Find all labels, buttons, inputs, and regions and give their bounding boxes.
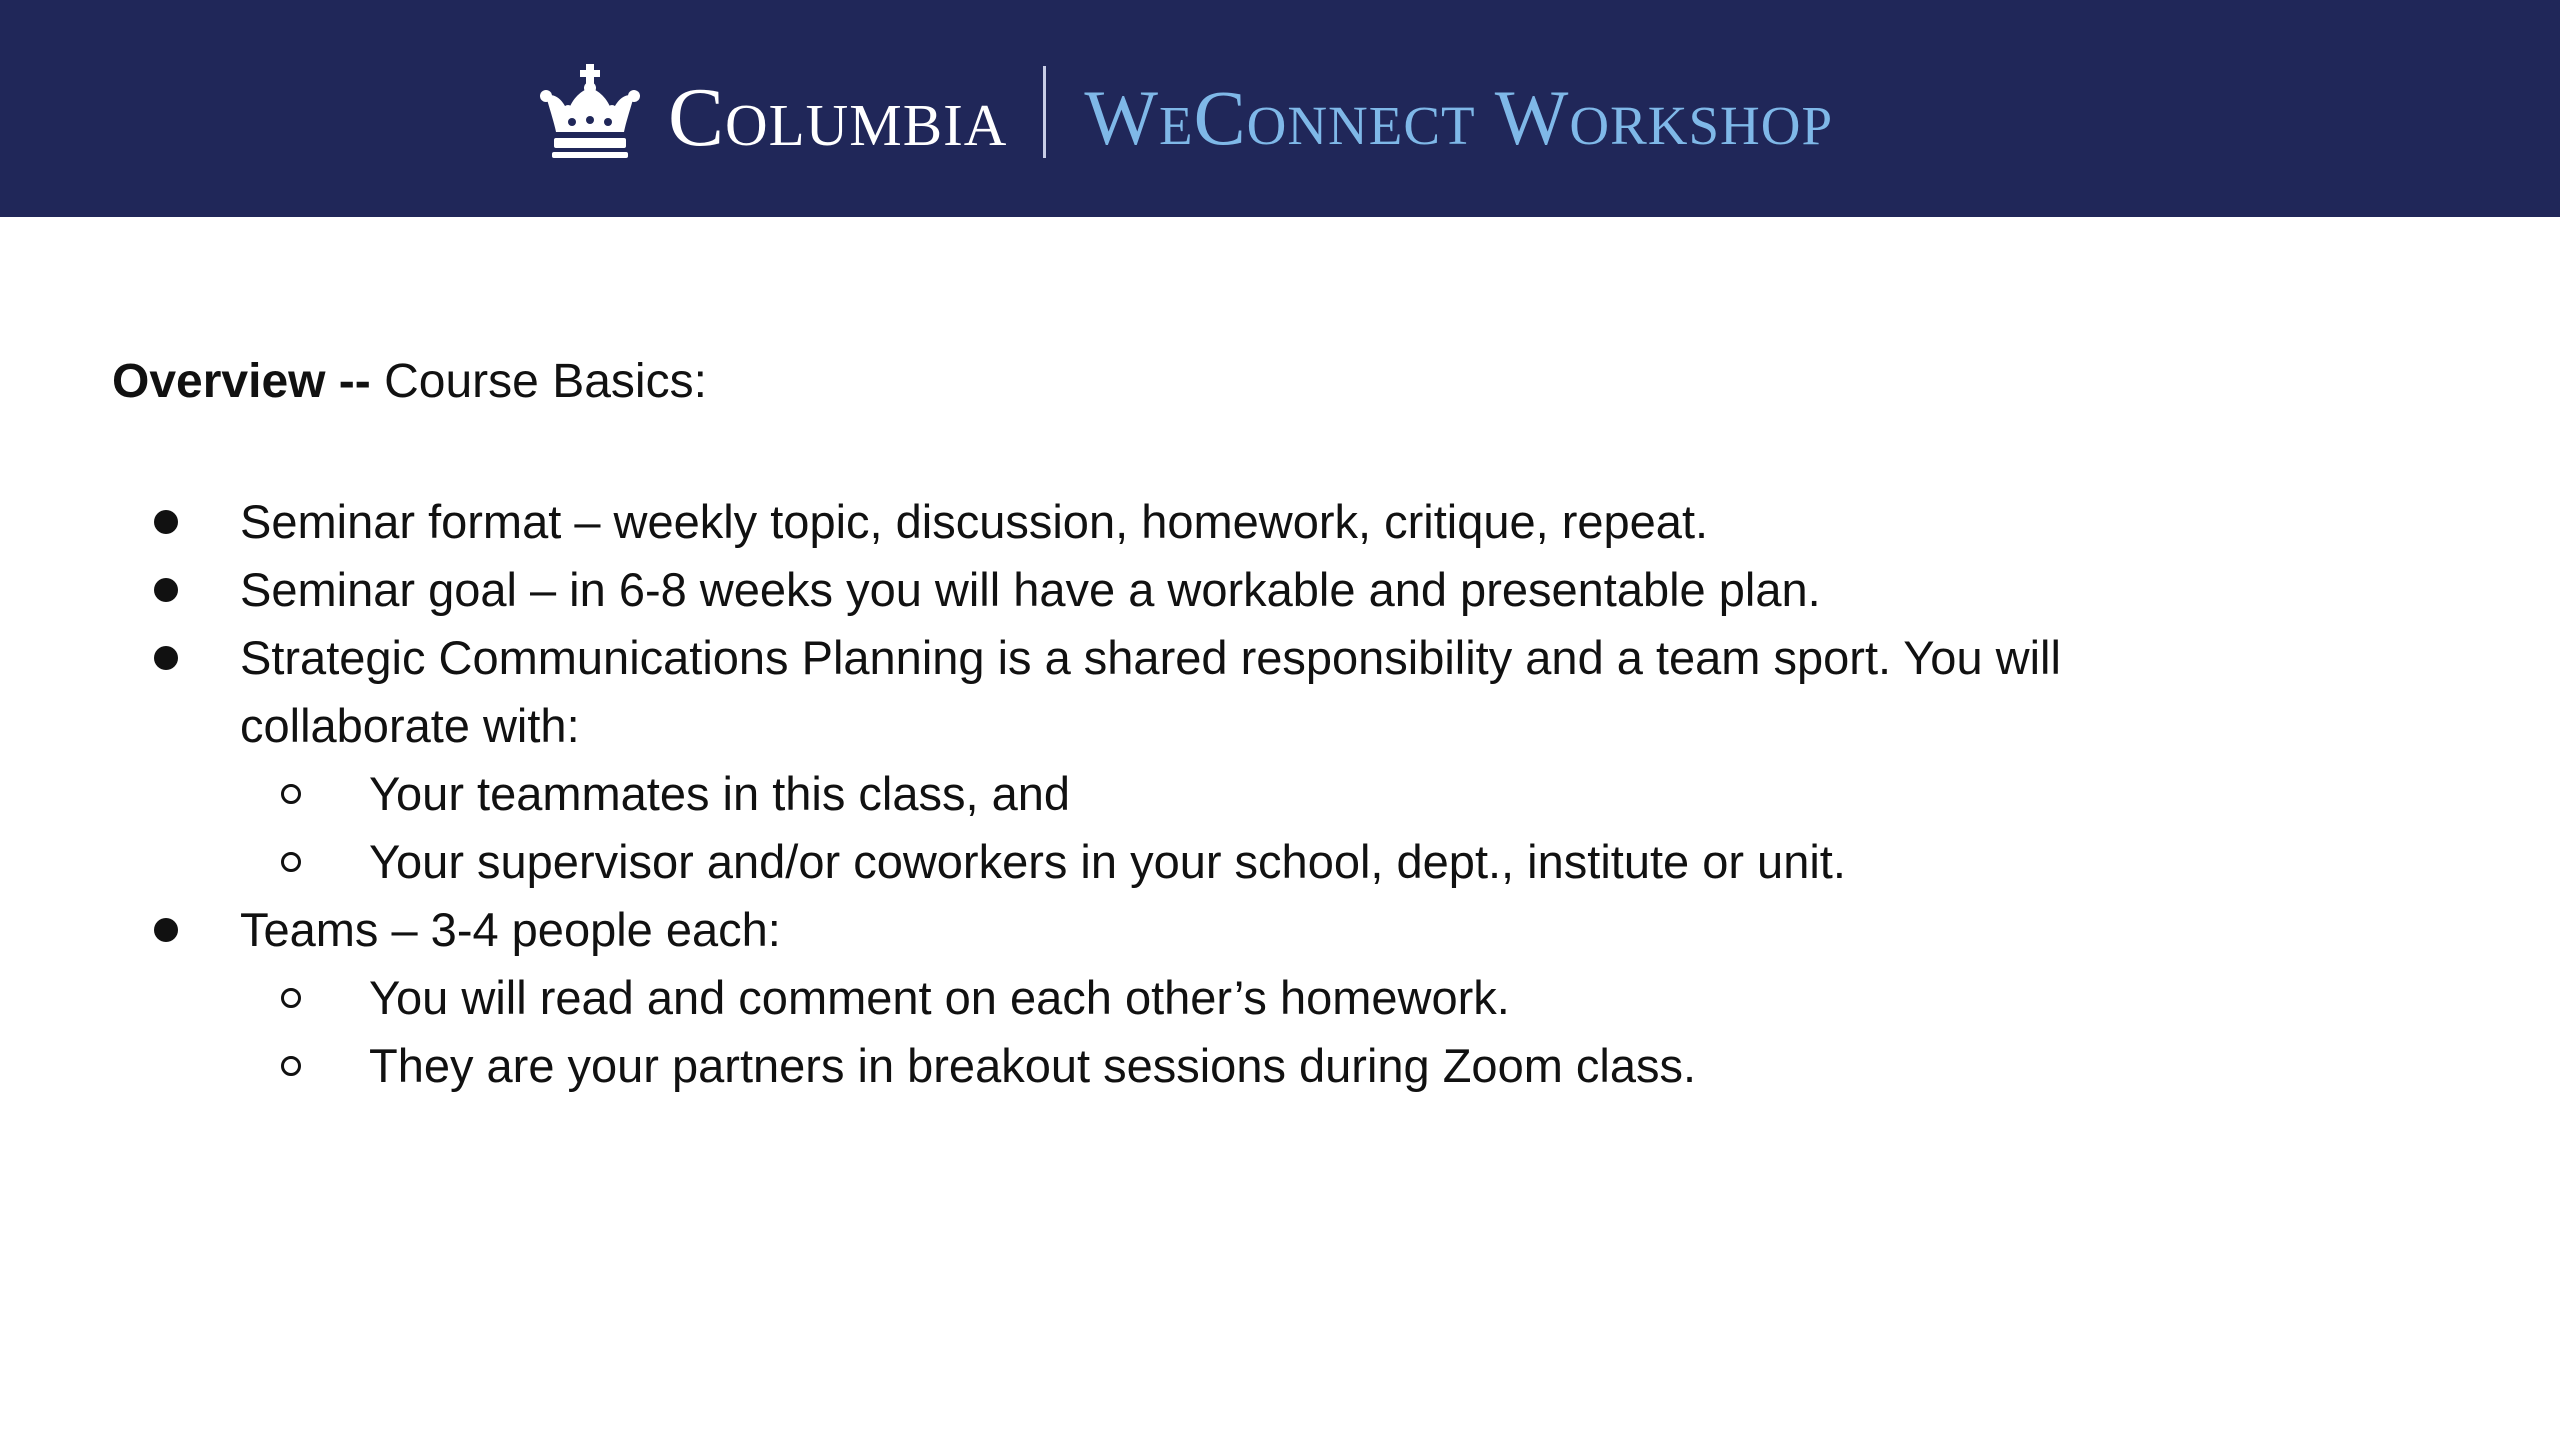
program-name: WeConnect Workshop xyxy=(1084,74,1834,161)
bullet-ring-icon xyxy=(281,852,301,872)
section-heading xyxy=(112,352,2412,412)
sub-list-item-text: Your supervisor and/or coworkers in your school, dept., institute or unit. xyxy=(369,835,1846,888)
brand-divider xyxy=(1043,66,1046,158)
list-item xyxy=(112,624,2412,760)
bullet-ring-icon xyxy=(281,1056,301,1076)
list-item-text: Seminar goal – in 6-8 weeks you will have a workable and presentable plan. xyxy=(240,563,1821,616)
sub-list-item xyxy=(112,828,2412,896)
sub-list-item xyxy=(112,760,2412,828)
bullet-ring-icon xyxy=(281,988,301,1008)
bullet-dot-icon xyxy=(154,918,178,942)
list-item-text: Seminar format – weekly topic, discussion, homework, critique, repeat. xyxy=(240,495,1709,548)
heading-rest: Course Basics: xyxy=(370,355,707,408)
heading-bold: Overview -- xyxy=(112,355,371,408)
list-item-text: Teams – 3-4 people each: xyxy=(240,903,781,956)
list-item xyxy=(112,896,2412,964)
sub-list-item-text: They are your partners in breakout sessions during Zoom class. xyxy=(369,1039,1697,1092)
bullet-dot-icon xyxy=(154,510,178,534)
sub-list-item-text: Your teammates in this class, and xyxy=(369,767,1071,820)
header-banner xyxy=(0,0,2560,217)
sub-list-item xyxy=(112,964,2412,1032)
bullet-dot-icon xyxy=(154,578,178,602)
slide-body xyxy=(112,352,2412,1100)
bullet-dot-icon xyxy=(154,646,178,670)
list-item-text-line2: collaborate with: xyxy=(240,699,580,752)
list-item xyxy=(112,556,2412,624)
list-item xyxy=(112,488,2412,556)
brand-lockup xyxy=(538,52,1833,172)
crown-icon xyxy=(538,62,642,162)
sub-list-item-text: You will read and comment on each other’s homework. xyxy=(369,971,1510,1024)
list-item-text-line1: Strategic Communications Planning is a shared responsibility and a team sport. You will xyxy=(240,631,2061,684)
institution-name: Columbia xyxy=(668,71,1008,164)
bullet-list xyxy=(112,488,2412,1100)
sub-list-item xyxy=(112,1032,2412,1100)
bullet-ring-icon xyxy=(281,784,301,804)
